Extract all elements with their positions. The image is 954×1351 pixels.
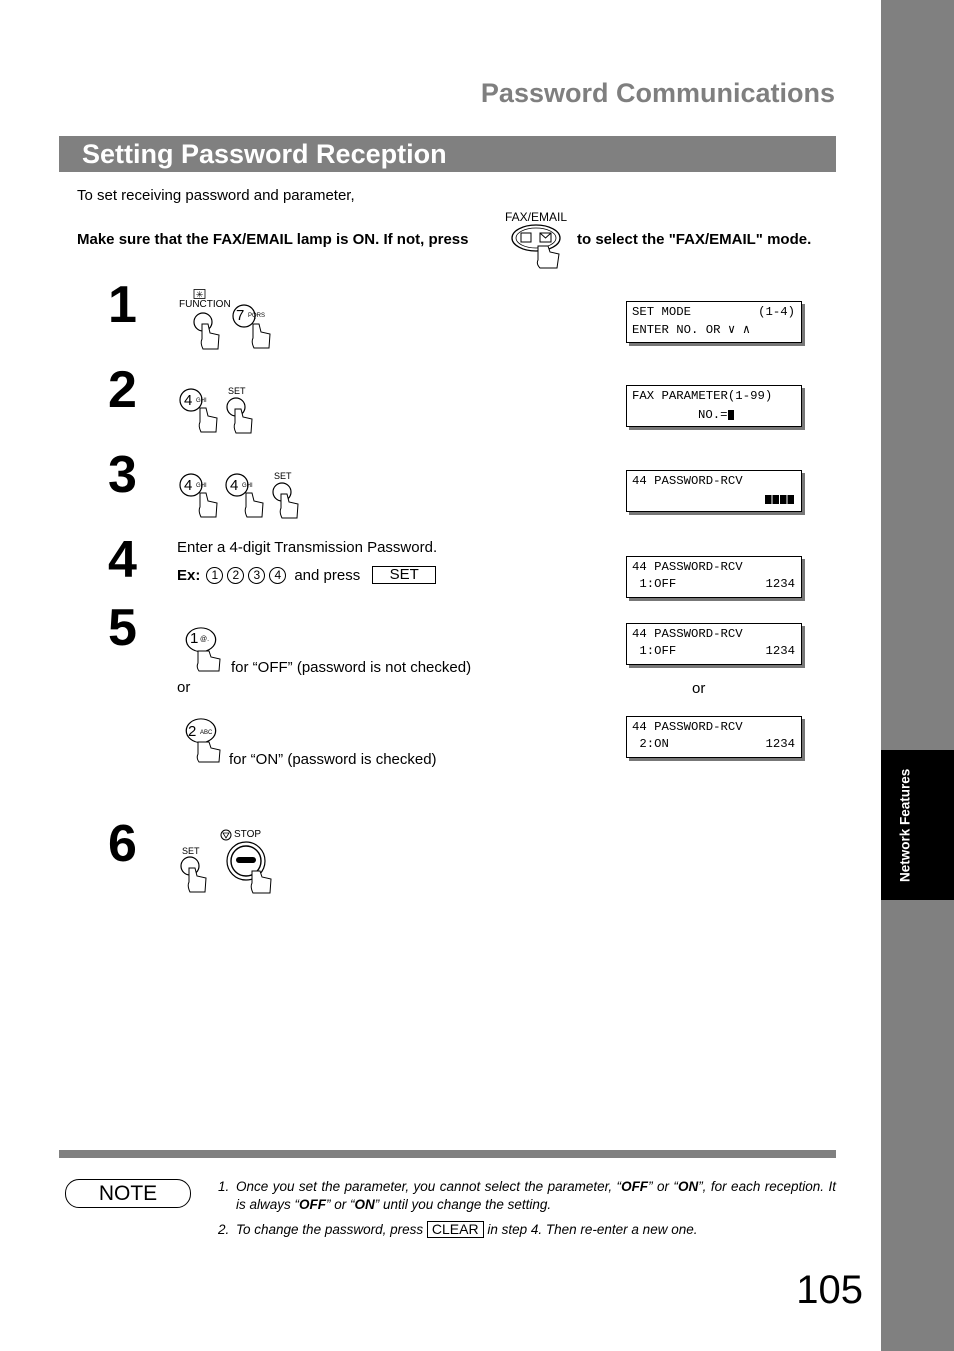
digit-key: 1 [206, 567, 223, 584]
step-number: 2 [108, 361, 137, 419]
key-2-letters: ABC [200, 730, 213, 736]
note-emphasis: ON [677, 1179, 699, 1194]
key-4-digit: 4 [184, 477, 193, 494]
digit-key: 3 [248, 567, 265, 584]
section-title: Setting Password Reception [82, 139, 447, 169]
set-key-label: SET [182, 846, 200, 856]
lcd-cursor [728, 410, 734, 420]
lcd-line: SET MODE [632, 305, 692, 319]
note-text: ” until you change the setting. [374, 1197, 552, 1212]
key-4-digit: 4 [184, 392, 193, 409]
key-4-letters: GHI [196, 483, 207, 489]
key-7-letters: PQRS [248, 313, 266, 319]
lcd-line: 44 PASSWORD-RCV [632, 474, 743, 488]
note-number: 2. [218, 1222, 230, 1237]
function-star-icon [193, 289, 207, 299]
lcd-line: ENTER NO. OR ∨ ∧ [632, 323, 751, 337]
set-key-box: SET [372, 566, 436, 584]
note-number: 1. [218, 1179, 230, 1194]
lcd-line: 44 PASSWORD-RCV [632, 627, 743, 641]
lcd-line: 44 PASSWORD-RCV [632, 560, 743, 574]
key-4-digit: 4 [230, 477, 239, 494]
chapter-tab-label: Network Features [897, 768, 913, 882]
on-option-text: for “ON” (password is checked) [229, 751, 437, 768]
stop-symbol-icon [220, 829, 232, 841]
step4-instruction: Enter a 4-digit Transmission Password. [177, 539, 438, 556]
lcd-line: 1234 [765, 577, 795, 591]
step-number: 1 [108, 276, 137, 334]
divider [59, 1150, 836, 1158]
note-text: To change the password, press [236, 1222, 424, 1237]
step-number: 3 [108, 446, 137, 504]
clear-key-box: CLEAR [427, 1221, 484, 1238]
note-text: ” or “ [326, 1197, 355, 1212]
set-key-label: SET [274, 471, 292, 481]
lcd-line: 1234 [765, 644, 795, 658]
lcd-line: 2:ON [632, 737, 669, 751]
step4-example [177, 566, 436, 584]
off-option-text: for “OFF” (password is not checked) [231, 659, 472, 676]
lamp-instruction: Make sure that the FAX/EMAIL lamp is ON. If not, press [77, 231, 469, 248]
note-item [218, 1221, 836, 1239]
side-strip [881, 0, 954, 1351]
lcd-line: 1:OFF [632, 577, 677, 591]
key-1-digit: 1 [190, 630, 199, 647]
lcd-line: 44 PASSWORD-RCV [632, 720, 743, 734]
step-number: 4 [108, 531, 137, 589]
intro-text: To set receiving password and parameter, [77, 187, 355, 204]
key-4-icon [222, 473, 266, 519]
key-1-letters: @. [200, 636, 210, 643]
stop-key-label: STOP [234, 829, 262, 840]
note-text: ” or “ [648, 1179, 678, 1194]
key-4-letters: GHI [242, 483, 253, 489]
function-key-icon [186, 311, 226, 351]
note-badge: NOTE [65, 1179, 191, 1208]
key-7-digit: 7 [236, 307, 245, 324]
key-1-icon [181, 627, 225, 673]
key-2-digit: 2 [188, 723, 197, 740]
stop-key-icon [222, 841, 274, 895]
note-emphasis: OFF [299, 1197, 327, 1212]
step-number: 6 [108, 815, 137, 873]
function-key-label: FUNCTION [179, 299, 231, 310]
example-label: Ex: [177, 566, 201, 584]
note-text: in step 4. Then re-enter a new one. [487, 1222, 698, 1237]
note-text: ”, for each reception. It is always “ [236, 1179, 836, 1212]
lamp-instruction-end: to select the "FAX/EMAIL" mode. [577, 231, 812, 248]
step-number: 5 [108, 599, 137, 657]
lcd-display [626, 470, 802, 512]
digit-key: 2 [227, 567, 244, 584]
lcd-password-mask [632, 491, 795, 508]
key-4-icon [176, 473, 220, 519]
note-item [218, 1178, 836, 1214]
lcd-line: 1234 [765, 737, 795, 751]
lcd-display [626, 385, 802, 427]
lcd-display [626, 301, 802, 343]
lcd-display [626, 716, 802, 758]
fax-email-key-label: FAX/EMAIL [505, 210, 568, 224]
digit-key: 4 [269, 567, 286, 584]
fax-email-key-icon [505, 222, 567, 272]
lcd-or-text: or [692, 680, 706, 697]
note-emphasis: ON [354, 1197, 375, 1212]
svg-text:✳: ✳ [195, 289, 204, 299]
page-number: 105 [796, 1268, 863, 1312]
note-emphasis: OFF [621, 1179, 649, 1194]
lcd-display [626, 623, 802, 665]
or-text: or [177, 679, 191, 696]
lcd-line: NO.= [698, 407, 728, 422]
key-4-letters: GHI [196, 398, 207, 404]
lcd-display [626, 556, 802, 598]
note-text: Once you set the parameter, you cannot select the parameter, “ [236, 1179, 622, 1194]
lcd-line: FAX PARAMETER(1-99) [632, 389, 773, 403]
chapter-title: Password Communications [480, 78, 835, 108]
set-key-icon [222, 395, 262, 435]
set-key-icon [268, 480, 308, 520]
set-key-label: SET [228, 386, 246, 396]
and-press-text: and press [294, 566, 361, 584]
key-4-icon [176, 388, 220, 434]
lcd-line: 1:OFF [632, 644, 677, 658]
set-key-icon [176, 854, 216, 894]
lcd-line: (1-4) [758, 305, 795, 319]
